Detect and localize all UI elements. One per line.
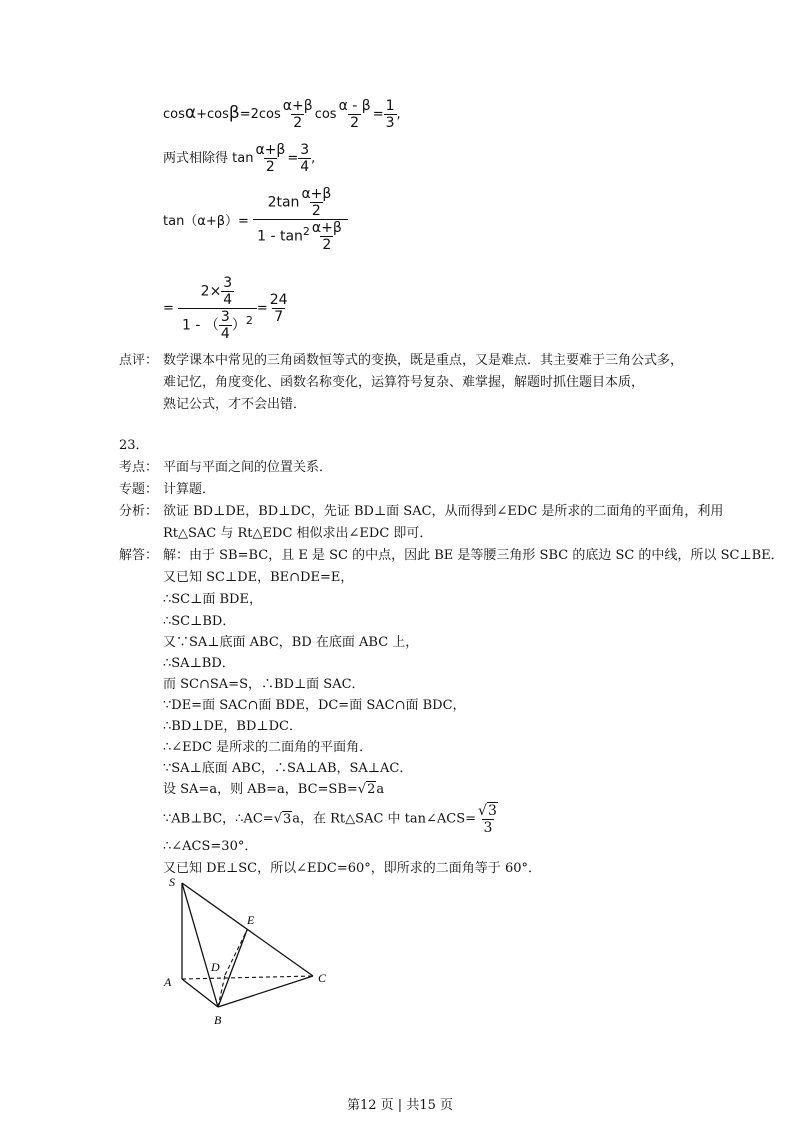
label-S: S (169, 875, 175, 889)
text: , (396, 107, 401, 122)
fraction: $\frac{3}{4}$ (300, 142, 310, 175)
text: = (287, 151, 299, 166)
text: , (311, 151, 316, 166)
text: β (228, 103, 240, 123)
radical: √2 (357, 782, 376, 797)
fenxi-line-2: Rt△SAC 与 Rt△EDC 相似求出∠EDC 即可． (163, 526, 433, 541)
comment-line-3: 熟记公式，才不会出错． (163, 397, 307, 412)
edge-BE (218, 930, 247, 1007)
edge-SC (182, 883, 313, 976)
label-C: C (318, 971, 327, 985)
fraction: $\frac{1}{3}$ (385, 98, 395, 131)
text: = (256, 301, 268, 316)
solution-line-10: ∴∠EDC 是所求的二面角的平面角． (163, 740, 373, 755)
text: a (376, 782, 385, 797)
comment-line-2: 难记忆，角度变化、函数名称变化，运算符号复杂、难掌握，解题时抓住题目本质， (163, 375, 645, 390)
solution-line-1: 解：由于 SB=BC，且 E 是 SC 的中点，因此 BE 是等腰三角形 SBC 的底边 SC 的中线，所以 SC⊥BE． (163, 548, 784, 563)
edge-BC (218, 976, 313, 1007)
label-E: E (247, 913, 255, 927)
big-fraction: 2tan $\frac{\alpha+\beta}{2}$ $1 - \tan^2$ $\frac{\alpha+\beta}{2}$ (253, 186, 348, 253)
kaodian-text: 平面与平面之间的位置关系． (163, 460, 333, 475)
text: cos (163, 107, 185, 122)
page-footer: 第12 页 | 共15 页 (347, 1098, 453, 1113)
fraction: $\frac{\alpha+\beta}{2}$ (255, 142, 286, 175)
kaodian-label: 考点： (119, 460, 159, 475)
fraction: $\frac{√3}{3}$ (478, 803, 497, 836)
fraction: $\frac{24}{7}$ (269, 292, 288, 325)
fraction: $\frac{\alpha - \beta}{2}$ (338, 98, 371, 131)
formula-divide (163, 142, 315, 175)
radical: √3 (273, 811, 292, 827)
formula-cos-sum (163, 98, 401, 131)
text: tan（α+β）= (163, 214, 249, 229)
text: α (184, 103, 197, 123)
solution-line-15: 又已知 DE⊥SC，所以∠EDC=60°，即所求的二面角等于 60°． (163, 861, 541, 876)
text: = (163, 301, 174, 316)
edge-DE (225, 930, 247, 975)
solution-line-14: ∴∠ACS=30°． (163, 839, 258, 854)
tetrahedron-figure (155, 872, 345, 1032)
formula-result (163, 275, 290, 342)
question-number: 23． (119, 438, 149, 453)
label-B: B (214, 1013, 222, 1027)
edge-AB (182, 979, 218, 1007)
label-A: A (164, 975, 172, 989)
jieda-label: 解答： (119, 548, 159, 563)
solution-line-12 (163, 781, 384, 799)
text: = (372, 107, 384, 122)
solution-line-3: ∴SC⊥面 BDE， (163, 592, 262, 607)
comment-label: 点评： (119, 353, 159, 368)
solution-line-8: ∵DE=面 SAC∩面 BDE，DC=面 SAC∩面 BDC， (163, 698, 466, 713)
edge-SB (182, 883, 218, 1007)
zhuanti-label: 专题： (119, 482, 159, 497)
big-fraction: 2× $\frac{3}{4}$ 1 - （ $\frac{3}{4}$ ）$^2$ (178, 275, 257, 342)
text: 设 SA=a，则 AB=a，BC=SB= (163, 782, 358, 797)
text: ∵AB⊥BC，∴AC= (163, 811, 274, 827)
text: =2cos (239, 107, 281, 122)
fraction: $\frac{\alpha+\beta}{2}$ (282, 98, 313, 131)
text: 两式相除得 tan (163, 151, 254, 166)
label-D: D (211, 960, 220, 974)
solution-line-7: 而 SC∩SA=S，∴BD⊥面 SAC． (163, 677, 365, 692)
fenxi-line-1: 欲证 BD⊥DE，BD⊥DC，先证 BD⊥面 SAC，从而得到∠EDC 是所求的二面角的平面角，利用 (163, 504, 724, 519)
solution-line-11: ∵SA⊥底面 ABC，∴SA⊥AB，SA⊥AC． (163, 761, 413, 776)
text: cos (314, 107, 337, 122)
solution-line-2: 又已知 SC⊥DE，BE∩DE=E， (163, 570, 354, 585)
formula-tan-sum (163, 186, 348, 253)
solution-line-6: ∴SA⊥BD． (163, 656, 235, 671)
edge-AC (182, 976, 313, 979)
solution-line-4: ∴SC⊥BD． (163, 614, 236, 629)
solution-line-5: 又∵SA⊥底面 ABC，BD 在底面 ABC 上， (163, 635, 419, 650)
text: +cos (196, 107, 229, 122)
text: a，在 Rt△SAC 中 tan∠ACS= (292, 811, 477, 827)
zhuanti-text: 计算题． (163, 482, 216, 497)
solution-line-13 (163, 803, 500, 836)
fenxi-label: 分析： (119, 504, 159, 519)
comment-line-1: 数学课本中常见的三角函数恒等式的变换，既是重点，又是难点．其主要难于三角公式多， (163, 353, 684, 368)
solution-line-9: ∴BD⊥DE，BD⊥DC． (163, 719, 302, 734)
